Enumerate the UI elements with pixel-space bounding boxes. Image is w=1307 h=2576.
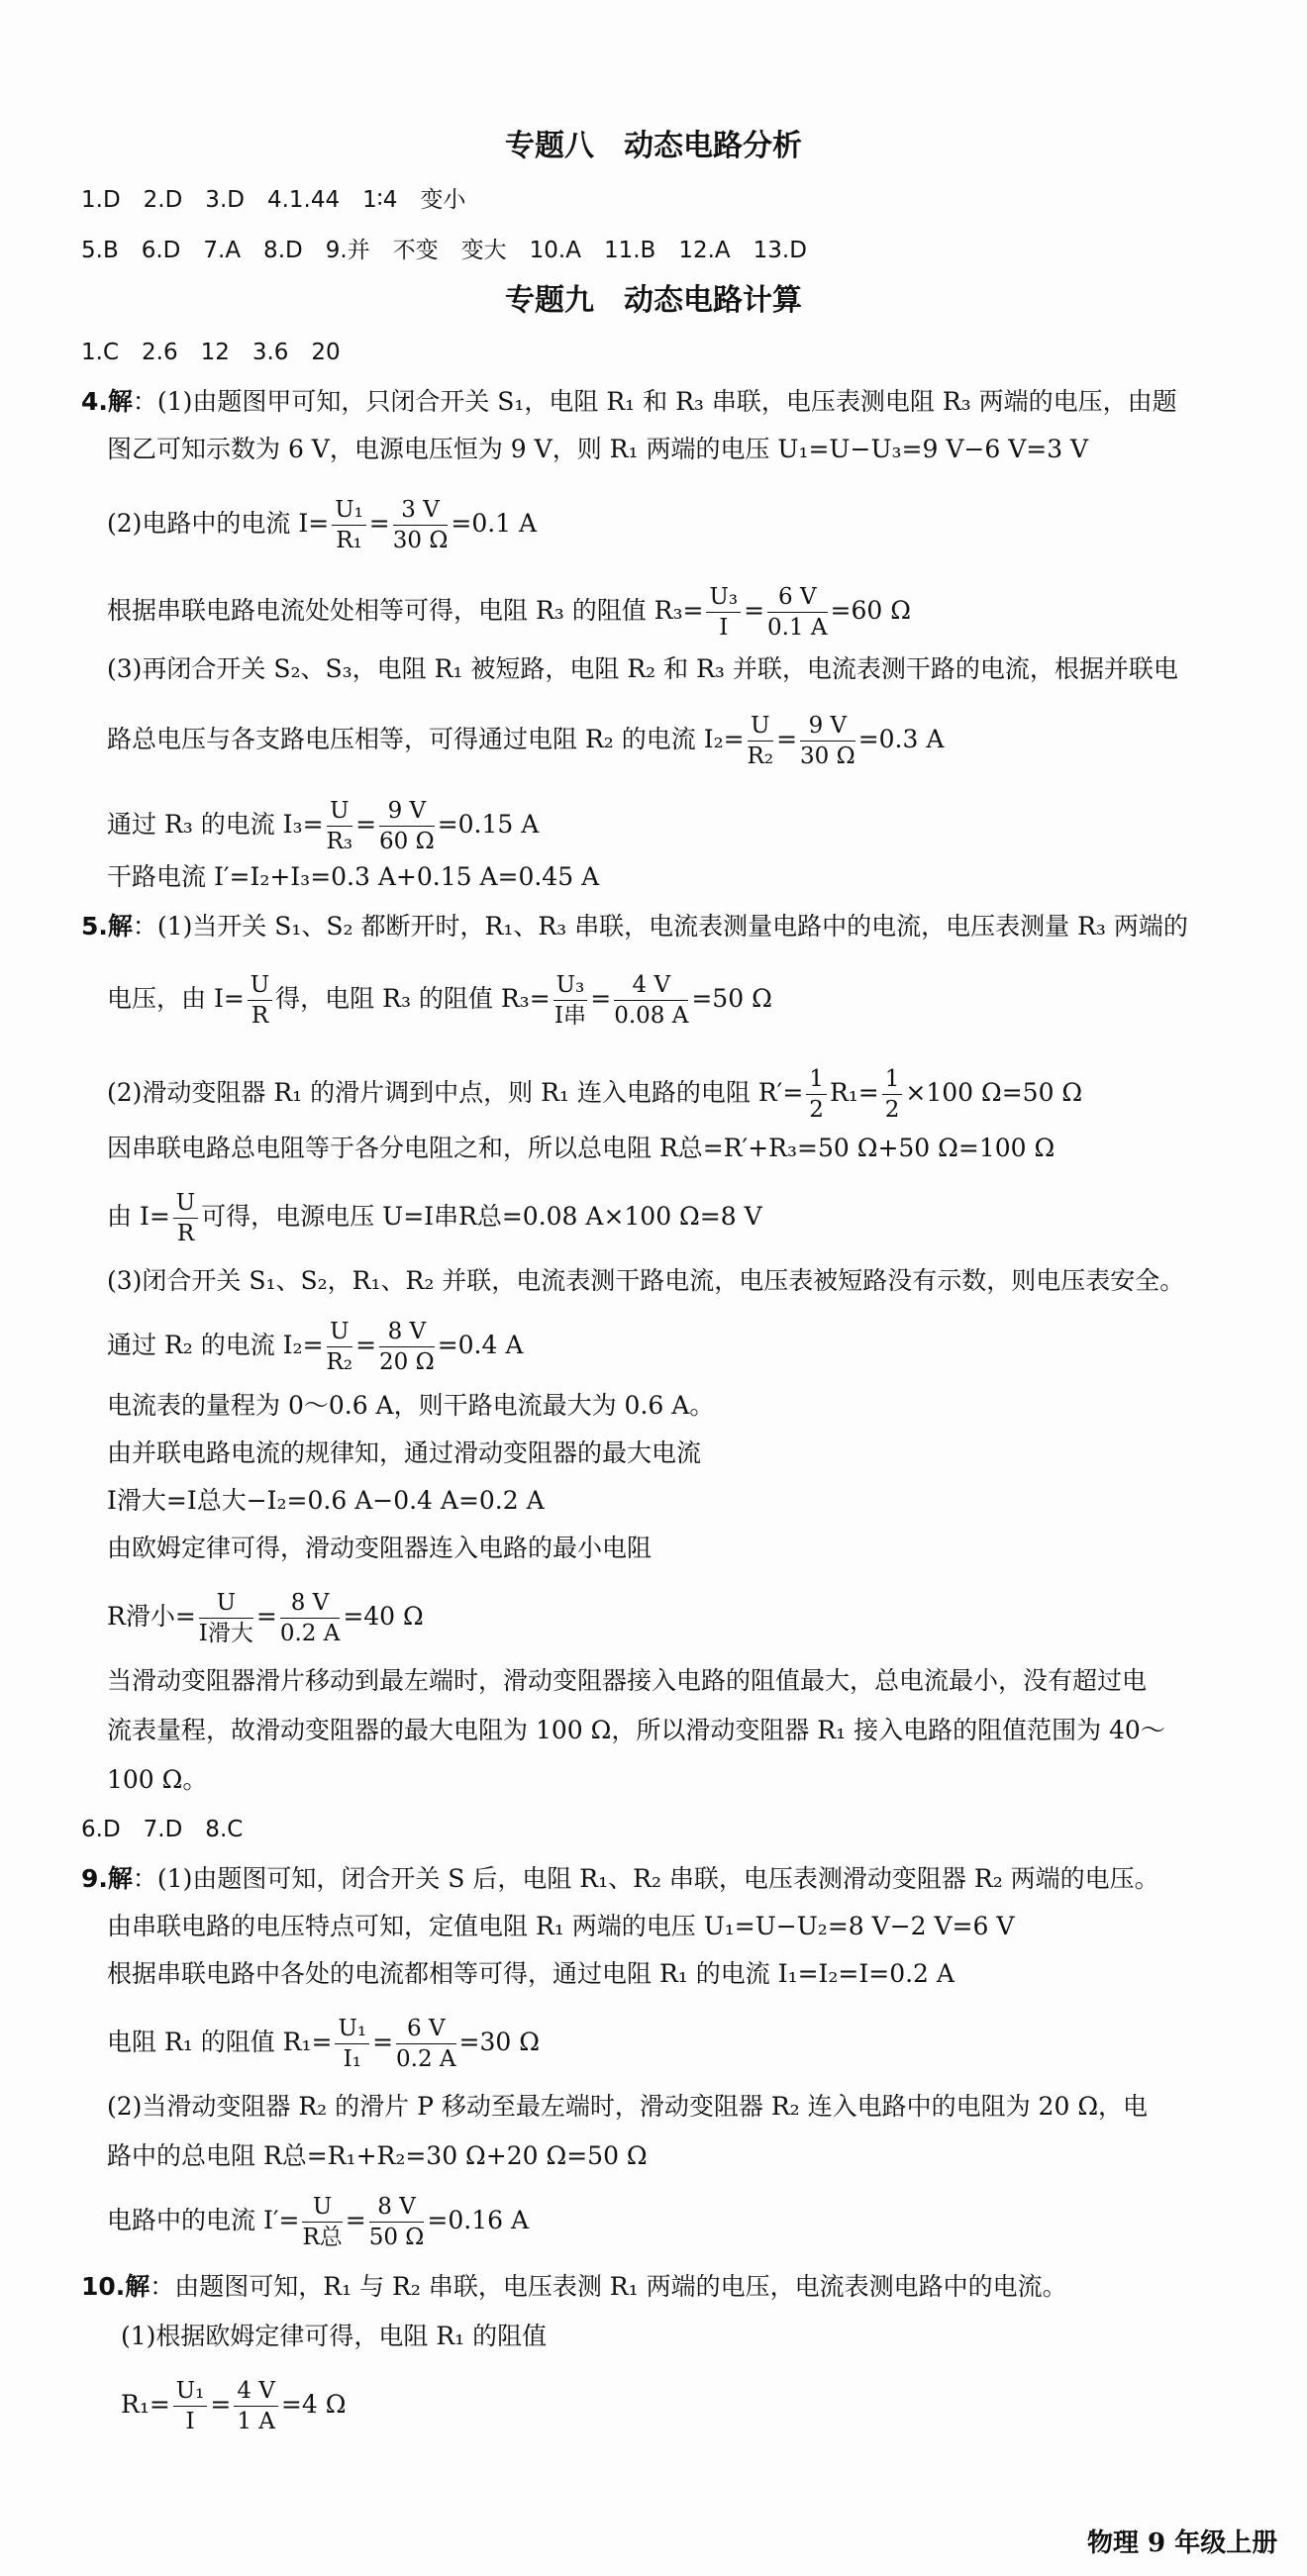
formula-line: R滑小= $\frac{U}{\text{I滑大}}$ = $\frac{8 V}{0.2 A}$ =40 Ω: [107, 1590, 424, 1646]
formula-line: 通过 R₂ 的电流 I₂= $\frac{U}{\text{R₂}}$ = $\frac{8 V}{20 \Omega}$ =0.4 A: [107, 1319, 524, 1375]
fraction: $\frac{\text{U₁}}{\text{I₁}}$: [335, 2014, 369, 2074]
solution-line: 因串联电路总电阻等于各分电阻之和，所以总电阻 R总=R′+R₃=50 Ω+50 Ω=100 Ω: [107, 1134, 1056, 1162]
fraction: $\frac{U}{\text{R₂}}$: [326, 1319, 353, 1375]
solution-line: 100 Ω。: [107, 1765, 208, 1794]
fraction: $\frac{1}{2}$: [806, 1064, 827, 1125]
page-footer: 物理 9 年级上册: [1087, 2528, 1278, 2558]
solution-line: (2)当滑动变阻器 R₂ 的滑片 P 移动至最左端时，滑动变阻器 R₂ 连入电路中的电阻为 20 Ω，电: [107, 2092, 1149, 2121]
solution-line: 根据串联电路中各处的电流都相等可得，通过电阻 R₁ 的电流 I₁=I₂=I=0.2 A: [107, 1959, 955, 1988]
solution-line: 由欧姆定律可得，滑动变阻器连入电路的最小电阻: [107, 1534, 653, 1562]
solution-line: 流表量程，故滑动变阻器的最大电阻为 100 Ω，所以滑动变阻器 R₁ 接入电路的阻值范围为 40～: [107, 1716, 1165, 1744]
fraction: $\frac{U}{\text{R₃}}$: [326, 798, 353, 854]
fraction: $\frac{1}{2}$: [882, 1064, 903, 1125]
question-number: 4.解: [81, 387, 133, 416]
fraction: $\frac{9 V}{30 \Omega}$: [800, 713, 855, 769]
fraction: $\frac{9 V}{60 \Omega}$: [379, 798, 435, 854]
solution-line: (3)再闭合开关 S₂、S₃，电阻 R₁ 被短路，电阻 R₂ 和 R₃ 并联，电流表测干路的电流，根据并联电: [107, 654, 1178, 683]
formula-line: 根据串联电路电流处处相等可得，电阻 R₃ 的阻值 R₃= $\frac{\text{U₃}}{I}$ = $\frac{6 V}{0.1 A}$ =60 Ω: [107, 584, 911, 641]
fraction: $\frac{8 V}{50 \Omega}$: [368, 2194, 425, 2250]
formula-line: 电路中的电流 I′= $\frac{U}{\text{R总}}$ = $\frac{8 V}{50 \Omega}$ =0.16 A: [107, 2194, 530, 2250]
formula-line: 通过 R₃ 的电流 I₃= $\frac{U}{\text{R₃}}$ = $\frac{9 V}{60 \Omega}$ =0.15 A: [107, 798, 540, 854]
solution-line: 10.解：由题图可知，R₁ 与 R₂ 串联，电压表测 R₁ 两端的电压，电流表测电路中的电流。: [81, 2272, 1067, 2301]
section-title-9: 专题九 动态电路计算: [505, 283, 802, 318]
solution-line: 由并联电路电流的规律知，通过滑动变阻器的最大电流: [107, 1438, 702, 1467]
fraction: $\frac{U}{R}$: [248, 970, 272, 1031]
fraction: $\frac{U}{R}$: [173, 1188, 198, 1248]
solution-line: 干路电流 I′=I₂+I₃=0.3 A+0.15 A=0.45 A: [107, 862, 600, 891]
formula-line: 电阻 R₁ 的阻值 R₁= $\frac{\text{U₁}}{\text{I₁}}$ = $\frac{6 V}{0.2 A}$ =30 Ω: [107, 2016, 540, 2072]
fraction: $\frac{\text{U₃}}{\text{I串}}$: [553, 972, 586, 1029]
solution-line: 路中的总电阻 R总=R₁+R₂=30 Ω+20 Ω=50 Ω: [107, 2141, 648, 2170]
fraction: $\frac{U}{\text{I滑大}}$: [198, 1590, 253, 1646]
solution-line: 5.解：(1)当开关 S₁、S₂ 都断开时，R₁、R₃ 串联，电流表测量电路中的电流，电压表测量 R₃ 两端的: [81, 912, 1188, 941]
fraction: $\frac{\text{U₃}}{I}$: [706, 582, 741, 643]
fraction: $\frac{U}{\text{R总}}$: [302, 2194, 343, 2250]
fraction: $\frac{3 V}{30 \Omega}$: [392, 497, 449, 553]
answer-line: 1.C 2.6 12 3.6 20: [81, 340, 341, 365]
solution-line: 当滑动变阻器滑片移动到最左端时，滑动变阻器接入电路的阻值最大，总电流最小，没有超过电: [107, 1666, 1148, 1695]
solution-line: 由串联电路的电压特点可知，定值电阻 R₁ 两端的电压 U₁=U−U₂=8 V−2 V=6 V: [107, 1912, 1015, 1940]
fraction: $\frac{\text{U₁}}{\text{R₁}}$: [332, 495, 366, 555]
fraction: $\frac{6 V}{0.1 A}$: [767, 584, 828, 641]
formula-line: R₁= $\frac{\text{U₁}}{I}$ = $\frac{4 V}{1 A}$ =4 Ω: [121, 2378, 347, 2434]
answer-line: 1.D 2.D 3.D 4.1.44 1∶4 变小: [81, 187, 466, 213]
formula-line: 电压，由 I= $\frac{U}{R}$ 得，电阻 R₃ 的阻值 R₃= $\frac{\text{U₃}}{\text{I串}}$ = $\frac{4 V}{0.08 A}$ =50 Ω: [107, 972, 772, 1029]
section-title-8: 专题八 动态电路分析: [505, 129, 802, 163]
question-number: 9.解: [81, 1864, 133, 1893]
formula-line: (2)滑动变阻器 R₁ 的滑片调到中点，则 R₁ 连入电路的电阻 R′= $\frac{1}{2}$ R₁= $\frac{1}{2}$ ×100 Ω=50 Ω: [107, 1066, 1083, 1123]
fraction: $\frac{8 V}{20 \Omega}$: [379, 1319, 435, 1375]
fraction: $\frac{U}{\text{R₂}}$: [747, 713, 774, 769]
question-number: 5.解: [81, 912, 133, 941]
question-number: 10.解: [81, 2272, 151, 2301]
solution-line: 4.解：(1)由题图甲可知，只闭合开关 S₁，电阻 R₁ 和 R₃ 串联，电压表测电阻 R₃ 两端的电压，由题: [81, 387, 1177, 416]
fraction: $\frac{6 V}{0.2 A}$: [396, 2016, 456, 2072]
fraction: $\frac{\text{U₁}}{I}$: [173, 2376, 208, 2436]
solution-line: 图乙可知示数为 6 V，电源电压恒为 9 V，则 R₁ 两端的电压 U₁=U−U₃=9 V−6 V=3 V: [107, 435, 1089, 463]
solution-line: 9.解：(1)由题图可知，闭合开关 S 后，电阻 R₁、R₂ 串联，电压表测滑动变阻器 R₂ 两端的电压。: [81, 1864, 1159, 1893]
fraction: $\frac{4 V}{1 A}$: [234, 2376, 278, 2436]
solution-line: 电流表的量程为 0～0.6 A，则干路电流最大为 0.6 A。: [107, 1391, 715, 1420]
fraction: $\frac{8 V}{0.2 A}$: [279, 1590, 341, 1646]
solution-line: I滑大=I总大−I₂=0.6 A−0.4 A=0.2 A: [107, 1486, 545, 1515]
fraction: $\frac{4 V}{0.08 A}$: [614, 972, 689, 1029]
answer-line: 6.D 7.D 8.C: [81, 1817, 244, 1842]
formula-line: 路总电压与各支路电压相等，可得通过电阻 R₂ 的电流 I₂= $\frac{U}{\text{R₂}}$ = $\frac{9 V}{30 \Omega}$ =0.3 A: [107, 713, 945, 769]
solution-line: (3)闭合开关 S₁、S₂，R₁、R₂ 并联，电流表测干路电流，电压表被短路没有示数，则电压表安全。: [107, 1266, 1185, 1295]
formula-line: 由 I= $\frac{U}{R}$ 可得，电源电压 U=I串R总=0.08 A×100 Ω=8 V: [107, 1190, 762, 1246]
formula-line: (2)电路中的电流 I= $\frac{\text{U₁}}{\text{R₁}}$ = $\frac{3 V}{30 \Omega}$ =0.1 A: [107, 497, 538, 553]
solution-line: (1)根据欧姆定律可得，电阻 R₁ 的阻值: [121, 2322, 548, 2350]
answer-line: 5.B 6.D 7.A 8.D 9.并 不变 变大 10.A 11.B 12.A 13.D: [81, 238, 807, 263]
